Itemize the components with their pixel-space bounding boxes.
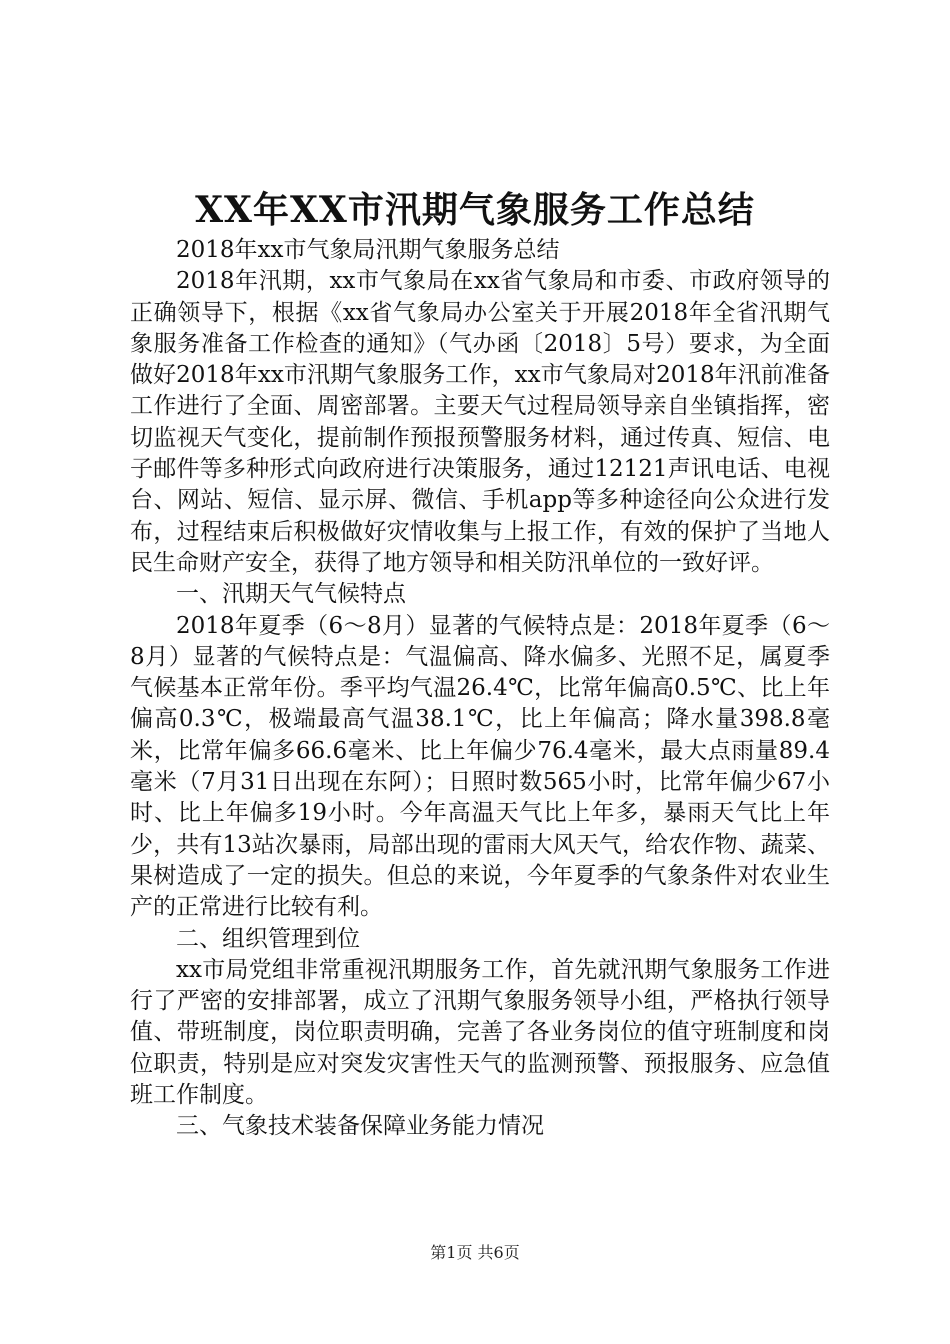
paragraph-subtitle: 2018年xx市气象局汛期气象服务总结 <box>176 237 560 263</box>
page-number: 第1页 共6页 <box>430 1243 520 1262</box>
section-heading-2: 二、组织管理到位 <box>176 925 360 952</box>
section-heading-1: 一、汛期天气气候特点 <box>176 581 406 608</box>
document-body <box>130 235 830 1143</box>
paragraph-organization: xx市局党组非常重视汛期服务工作，首先就汛期气象服务工作进行了严密的安排部署，成立了汛期气象服务领导小组，严格执行领导值、带班制度，岗位职责明确，完善了各业务岗位的值守班制度和岗位职责，特别是应对突发灾害性天气的监测预警、预报服务、应急值班工作制度。 <box>130 956 830 1109</box>
paragraph-climate: 2018年夏季（6～8月）显著的气候特点是：2018年夏季（6～8月）显著的气候特点是：气温偏高、降水偏多、光照不足，属夏季气候基本正常年份。季平均气温26.4℃，比常年偏高0.5℃、比上年偏高0.3℃，极端最高气温38.1℃，比上年偏高；降水量398.8毫米，比常年偏多66.6毫米、比上年偏少76.4毫米，最大点雨量89.4毫米（7月31日出现在东阿）；日照时数565小时，比常年偏少67小时、比上年偏多19小时。今年高温天气比上年多，暴雨天气比上年少，共有13站次暴雨，局部出现的雷雨大风天气，给农作物、蔬菜、果树造成了一定的损失。但总的来说，今年夏季的气象条件对农业生产的正常进行比较有利。 <box>130 612 830 921</box>
document-title: XX年XX市汛期气象服务工作总结 <box>195 189 755 231</box>
paragraph-intro: 2018年汛期，xx市气象局在xx省气象局和市委、市政府领导的正确领导下，根据《xx省气象局办公室关于开展2018年全省汛期气象服务准备工作检查的通知》（气办函〔2018〕5号）要求，为全面做好2018年xx市汛期气象服务工作，xx市气象局对2018年汛前准备工作进行了全面、周密部署。主要天气过程局领导亲自坐镇指挥，密切监视天气变化，提前制作预报预警服务材料，通过传真、短信、电子邮件等多种形式向政府进行决策服务，通过12121声讯电话、电视台、网站、短信、显示屏、微信、手机app等多种途径向公众进行发布，过程结束后积极做好灾情收集与上报工作，有效的保护了当地人民生命财产安全，获得了地方领导和相关防汛单位的一致好评。 <box>130 268 830 576</box>
section-heading-3: 三、气象技术装备保障业务能力情况 <box>176 1113 544 1140</box>
